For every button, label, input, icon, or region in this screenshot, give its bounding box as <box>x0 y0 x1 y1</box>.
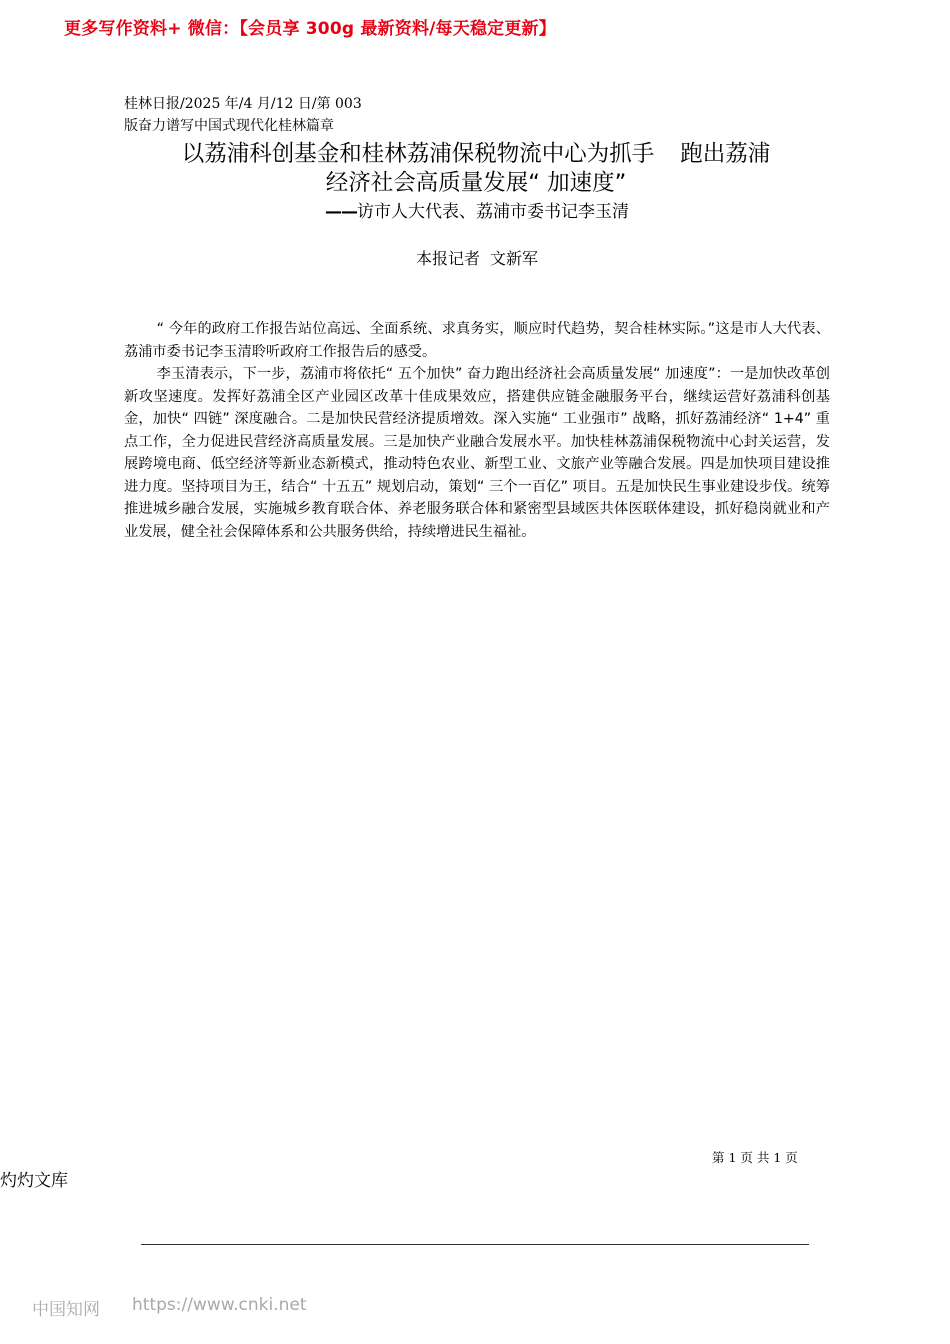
section-name: 版奋力谱写中国式现代化桂林篇章 <box>124 118 334 134</box>
watermark-cnki-url: https://www.cnki.net <box>132 1295 307 1315</box>
paragraph-2: 李玉清表示，下一步，荔浦市将依托“ 五个加快” 奋力跑出经济社会高质量发展“ 加速度”：一是加快改革创新攻坚速度。发挥好荔浦全区产业园区改革十佳成果效应，搭建供应链金融服务平台，继续运营好荔浦科创基金，加快“ 四链” 深度融合。二是加快民营经济提质增效。深入实施“ 工业强市” 战略，抓好荔浦经济“ 1+4” 重点工作，全力促进民营经济高质量发展。三是加快产业融合发展水平。加快桂林荔浦保税物流中心封关运营，发展跨境电商、低空经济等新业态新模式，推动特色农业、新型工业、文旅产业等融合发展。四是加快项目建设推进力度。坚持项目为王，结合“ 十五五” 规划启动，策划“ 三个一百亿” 项目。五是加快民生事业建设步伐。统筹推进城乡融合发展，实施城乡教育联合体、养老服务联合体和紧密型县域医共体医联体建设，抓好稳岗就业和产业发展，健全社会保障体系和公共服务供给，持续增进民生福祉。 <box>124 366 830 540</box>
subtitle-dash: —— <box>325 202 357 222</box>
subtitle-text: 访市人大代表、荔浦市委书记李玉清 <box>357 202 629 222</box>
page-number: 第 1 页 共 1 页 <box>712 1150 798 1165</box>
source-line: 桂林日报/2025 年/4 月/12 日/第 003 <box>124 96 362 112</box>
byline <box>120 248 834 270</box>
title-part2: 跑出荔浦 <box>680 141 771 167</box>
title-line2: 经济社会高质量发展“ 加速度” <box>325 170 627 196</box>
article-body <box>124 318 830 543</box>
title-part1: 以荔浦科创基金和桂林荔浦保税物流中心为抓手 <box>181 141 655 167</box>
promo-banner: 更多写作资料+ 微信：【会员享 300g 最新资料/每天稳定更新】 <box>64 19 556 39</box>
article-subtitle <box>120 200 834 224</box>
brand-label: 灼灼文库 <box>0 1171 68 1191</box>
paragraph-1: “ 今年的政府工作报告站位高远、全面系统、求真务实，顺应时代趋势，契合桂林实际。”这是市人大代表、荔浦市委书记李玉清聆听政府工作报告后的感受。 <box>124 321 830 360</box>
watermark-cnki-name: 中国知网 <box>32 1300 100 1320</box>
byline-name: 文新军 <box>490 249 539 268</box>
byline-role: 本报记者 <box>415 249 480 268</box>
article-title <box>100 140 852 198</box>
footer-divider <box>141 1244 809 1245</box>
